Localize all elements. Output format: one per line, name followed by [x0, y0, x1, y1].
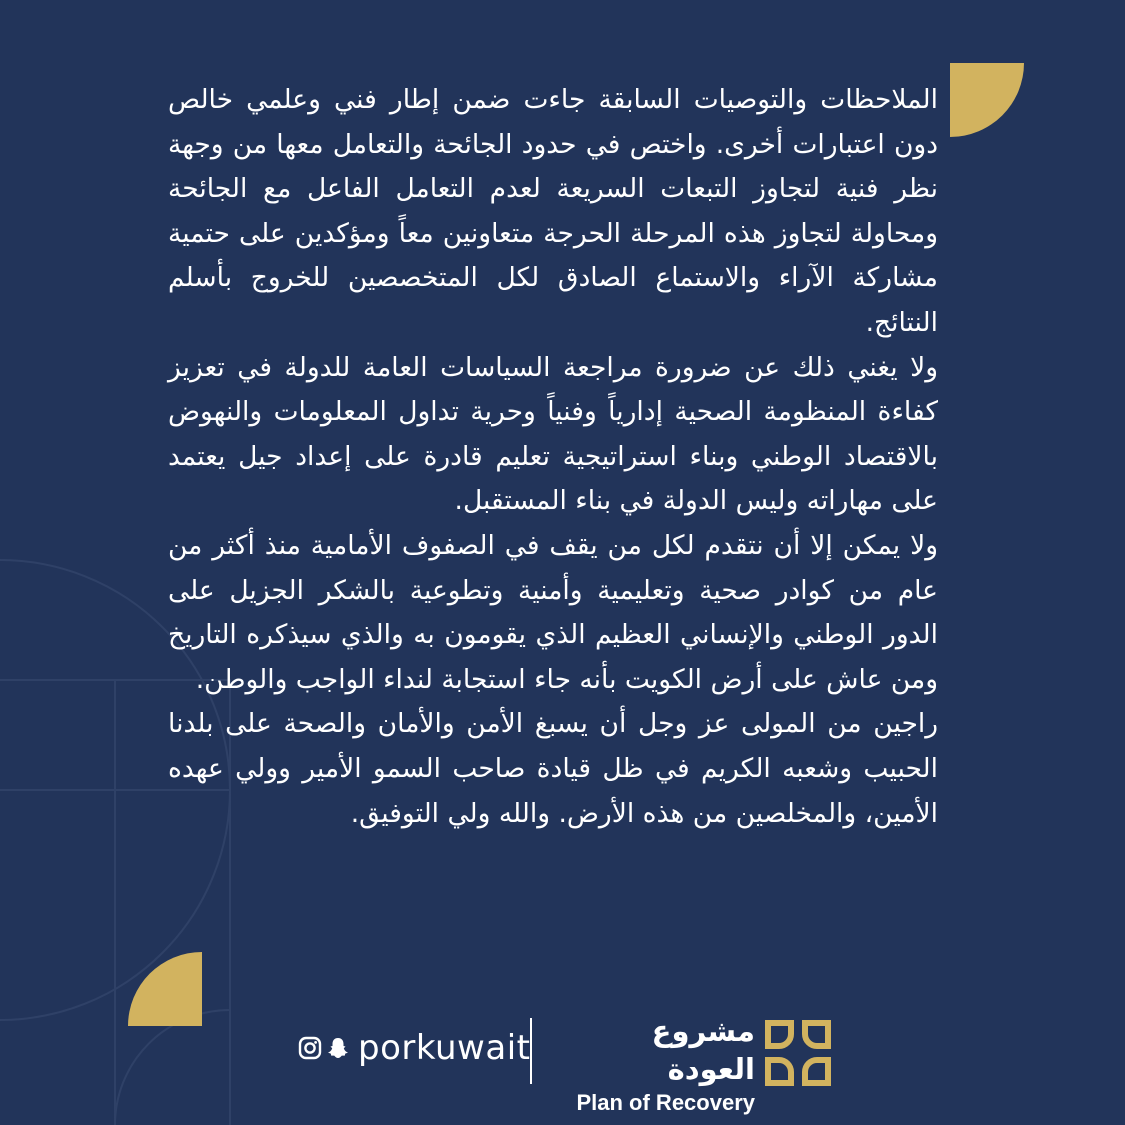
instagram-icon[interactable]	[298, 1036, 322, 1060]
brand-name-arabic: مشروع العودة	[651, 1014, 755, 1086]
brand-name-english: Plan of Recovery	[576, 1090, 755, 1115]
paragraph-4: راجين من المولى عز وجل أن يسبغ الأمن والأمان والصحة على بلدنا الحبيب وشعبه الكريم في ظل قيادة صاحب السمو الأمير وولي عهده الأمين، والمخلصين من هذه الأرض. والله ولي التوفيق.	[168, 708, 938, 829]
footer	[0, 1010, 1125, 1115]
paragraph-3: ولا يمكن إلا أن نتقدم لكل من يقف في الصفوف الأمامية منذ أكثر من عام من كوادر صحية وتعليمية وأمنية وتطوعية بالشكر الجزيل على الدور الوطني والإنساني العظيم الذي يقومون به والذي سيذكره التاريخ ومن عاش على أرض الكويت بأنه جاء استجابة لنداء الواجب والوطن.	[168, 529, 938, 695]
statement-body	[168, 78, 938, 836]
snapchat-icon[interactable]	[326, 1036, 350, 1060]
paragraph-2: ولا يغني ذلك عن ضرورة مراجعة السياسات العامة للدولة في تعزيز كفاءة المنظومة الصحية إدارياً وفنياً وحرية تداول المعلومات والنهوض بالاقتصاد الوطني وبناء استراتيجية تعليم قادرة على إعداد جيل يعتمد على مهاراته وليس الدولة في بناء المستقبل.	[168, 351, 938, 517]
plan-of-recovery-logo-icon	[765, 1020, 831, 1086]
footer-divider	[530, 1018, 532, 1084]
gold-quarter-circle-top	[950, 63, 1024, 137]
social-handle-text[interactable]: porkuwait	[358, 1028, 531, 1068]
brand-name	[555, 1012, 755, 1118]
paragraph-1: الملاحظات والتوصيات السابقة جاءت ضمن إطار فني وعلمي خالص دون اعتبارات أخرى. واختص في حدود الجائحة والتعامل معها من وجهة نظر فنية لتجاوز التبعات السريعة لعدم التعامل الفاعل مع الجائحة ومحاولة لتجاوز هذه المرحلة الحرجة متعاونين معاً ومؤكدين على حتمية مشاركة الآراء والاستماع الصادق لكل المتخصصين للخروج بأسلم النتائج.	[168, 84, 938, 338]
social-handle[interactable]	[298, 1028, 530, 1068]
